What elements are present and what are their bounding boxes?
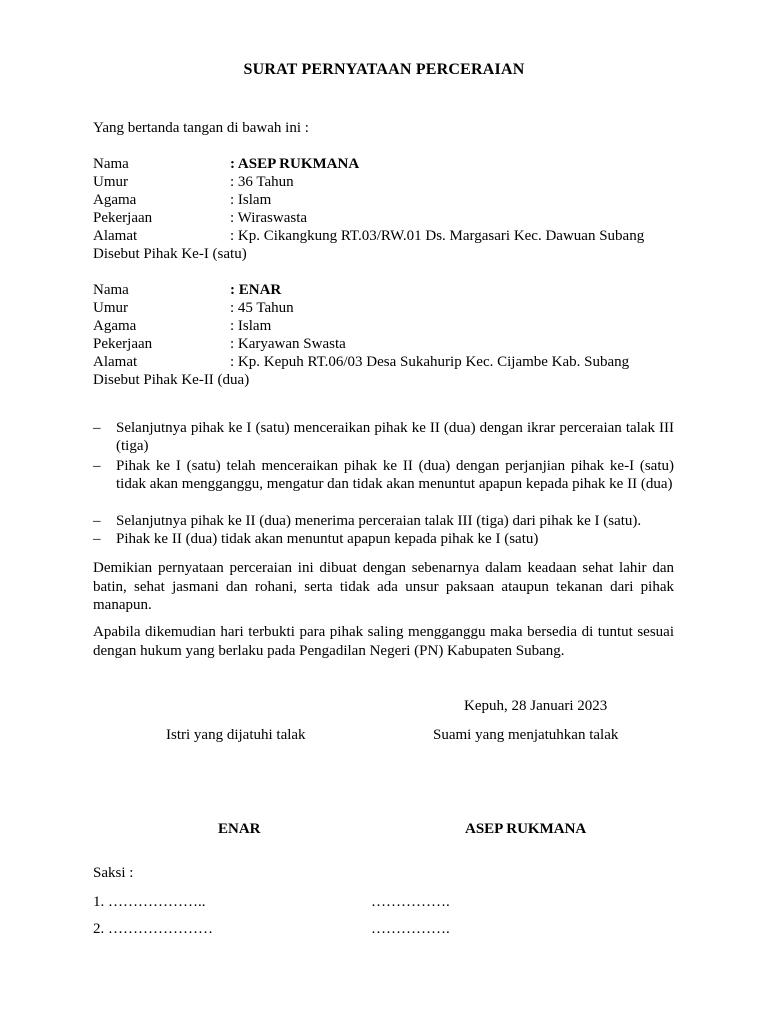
right-signatory-role: Suami yang menjatuhkan talak [433,727,619,743]
party2-religion-label: Agama [93,318,137,334]
bullet-marker: – [93,420,101,436]
party1-age-value: : 36 Tahun [230,174,294,190]
party1-designation: Disebut Pihak Ke-I (satu) [93,246,247,262]
party2-age-label: Umur [93,300,128,316]
party2-name-value: : ENAR [230,282,282,298]
bullet-marker: – [93,513,101,529]
right-signatory-name: ASEP RUKMANA [465,821,587,837]
party1-occupation-label: Pekerjaan [93,210,153,226]
witness-label: Saksi : [93,865,134,881]
party2-religion-value: : Islam [230,318,272,334]
left-signatory-name: ENAR [218,821,261,837]
party2-address-label: Alamat [93,354,138,370]
party1-name-label: Nama [93,156,129,172]
intro-text: Yang bertanda tangan di bawah ini : [93,120,309,136]
party2-designation: Disebut Pihak Ke-II (dua) [93,372,250,388]
party1-religion-value: : Islam [230,192,272,208]
party2-occupation-label: Pekerjaan [93,336,153,352]
legal-paragraph: Apabila dikemudian hari terbukti para pihak saling mengganggu maka bersedia di tuntut sesuai dengan hukum yang berlaku pada Pengadilan Negeri (PN) Kabupaten Subang. [93,624,674,659]
statement-item-2: Pihak ke I (satu) telah menceraikan pihak ke II (dua) dengan perjanjian pihak ke-I (satu) tidak akan mengganggu, mengatur dan tidak akan menuntut apapun kepada pihak ke II (dua) [116,458,674,492]
party1-address-value: : Kp. Cikangkung RT.03/RW.01 Ds. Margasari Kec. Dawuan Subang [230,228,645,244]
left-signatory-role: Istri yang dijatuhi talak [166,727,306,743]
witness-1-name-blank: 1. ……………….. [93,894,206,910]
bullet-marker: – [93,458,101,474]
party2-address-value: : Kp. Kepuh RT.06/03 Desa Sukahurip Kec. Cijambe Kab. Subang [230,354,630,370]
party2-age-value: : 45 Tahun [230,300,294,316]
party1-address-label: Alamat [93,228,138,244]
witness-2-sign-blank: ……………. [371,921,450,937]
witness-2-name-blank: 2. ………………… [93,921,213,937]
closing-paragraph: Demikian pernyataan perceraian ini dibuat dengan sebenarnya dalam keadaan sehat lahir dan batin, sehat jasmani dan rohani, serta tidak ada unsur paksaan ataupun tekanan dari pihak manapun. [93,560,674,613]
party1-occupation-value: : Wiraswasta [230,210,308,226]
document-title: SURAT PERNYATAAN PERCERAIAN [243,61,525,78]
statement-item-3: Selanjutnya pihak ke II (dua) menerima perceraian talak III (tiga) dari pihak ke I (satu). [116,513,642,529]
party1-age-label: Umur [93,174,128,190]
witness-1-sign-blank: ……………. [371,894,450,910]
bullet-marker: – [93,531,101,547]
statement-item-1: Selanjutnya pihak ke I (satu) menceraikan pihak ke II (dua) dengan ikrar perceraian talak III (tiga) [116,420,674,454]
party1-religion-label: Agama [93,192,137,208]
party2-occupation-value: : Karyawan Swasta [230,336,346,352]
statement-item-4: Pihak ke II (dua) tidak akan menuntut apapun kepada pihak ke I (satu) [116,531,539,547]
party2-name-label: Nama [93,282,129,298]
party1-name-value: : ASEP RUKMANA [230,156,360,172]
place-date: Kepuh, 28 Januari 2023 [464,698,608,714]
